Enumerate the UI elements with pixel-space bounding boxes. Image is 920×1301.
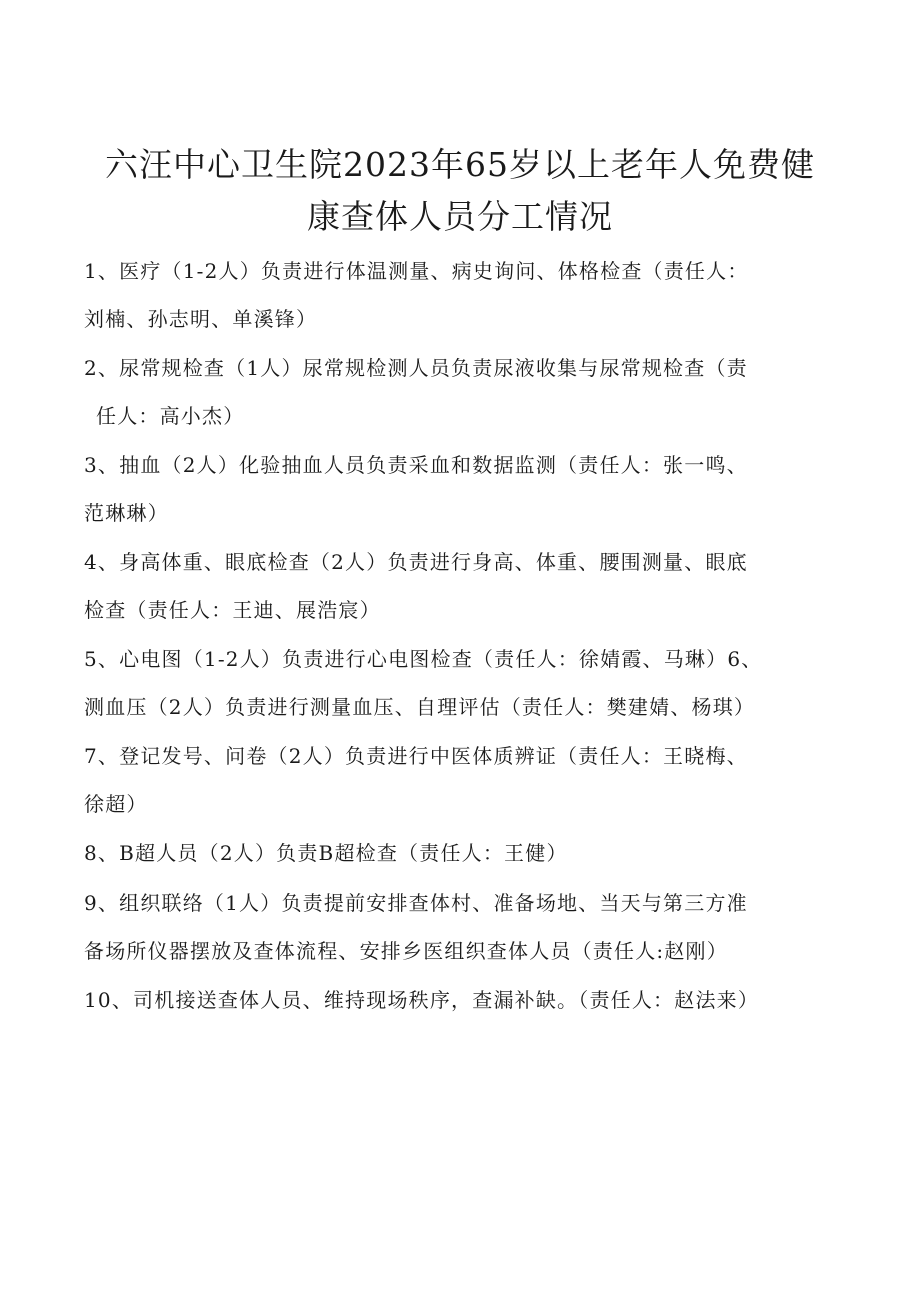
duty-item-9-line-1: 9、组织联络（1人）负责提前安排查体村、准备场地、当天与第三方准 (84, 891, 748, 915)
document-title-line-2: 康查体人员分工情况 (307, 197, 613, 236)
duty-item-7-line-2: 徐超） (84, 792, 148, 816)
document-title-line-1: 六汪中心卫生院2023年65岁以上老年人免费健 (105, 145, 815, 184)
duty-item-1 (84, 247, 834, 343)
duty-item-3 (84, 441, 834, 537)
duty-item-6-line: 测血压（2人）负责进行测量血压、自理评估（责任人：樊建婧、杨琪） (84, 695, 756, 719)
duty-item-7-line-1: 7、登记发号、问卷（2人）负责进行中医体质辨证（责任人：王晓梅、 (84, 744, 748, 768)
duty-item-10-line-1: 10、司机接送查体人员、维持现场秩序，查漏补缺。（责任人：赵法来） (84, 988, 760, 1012)
duty-item-4-line-1: 4、身高体重、眼底检查（2人）负责进行身高、体重、腰围测量、眼底 (84, 550, 748, 574)
duty-item-8-line-1: 8、B超人员（2人）负责B超检查（责任人：王健） (84, 841, 568, 865)
duty-item-2-line-1: 2、尿常规检查（1人）尿常规检测人员负责尿液收集与尿常规检查（责 (84, 356, 748, 380)
duty-item-8 (84, 829, 834, 877)
duty-item-2-line-2: 任人：高小杰） (96, 404, 245, 428)
duty-item-1-line-2: 刘楠、孙志明、单溪锋） (84, 307, 318, 331)
duty-item-7 (84, 732, 834, 828)
duty-item-2 (84, 344, 834, 440)
duty-item-1-line-1: 1、医疗（1-2人）负责进行体温测量、病史询问、体格检查（责任人： (84, 259, 749, 283)
duty-item-4-line-2: 检查（责任人：王迪、展浩宸） (84, 598, 381, 622)
duty-item-9-line-2: 备场所仪器摆放及查体流程、安排乡医组织查体人员（责任人:赵刚） (84, 939, 728, 963)
duty-item-3-line-2: 范琳琳） (84, 501, 169, 525)
duty-item-10 (84, 976, 834, 1024)
duty-item-3-line-1: 3、抽血（2人）化验抽血人员负责采血和数据监测（责任人：张一鸣、 (84, 453, 748, 477)
duty-item-4 (84, 538, 834, 634)
duty-item-5-6 (84, 635, 834, 731)
duty-item-5-line: 5、心电图（1-2人）负责进行心电图检查（责任人：徐婧霞、马琳）6、 (84, 647, 763, 671)
duty-item-9 (84, 879, 834, 975)
